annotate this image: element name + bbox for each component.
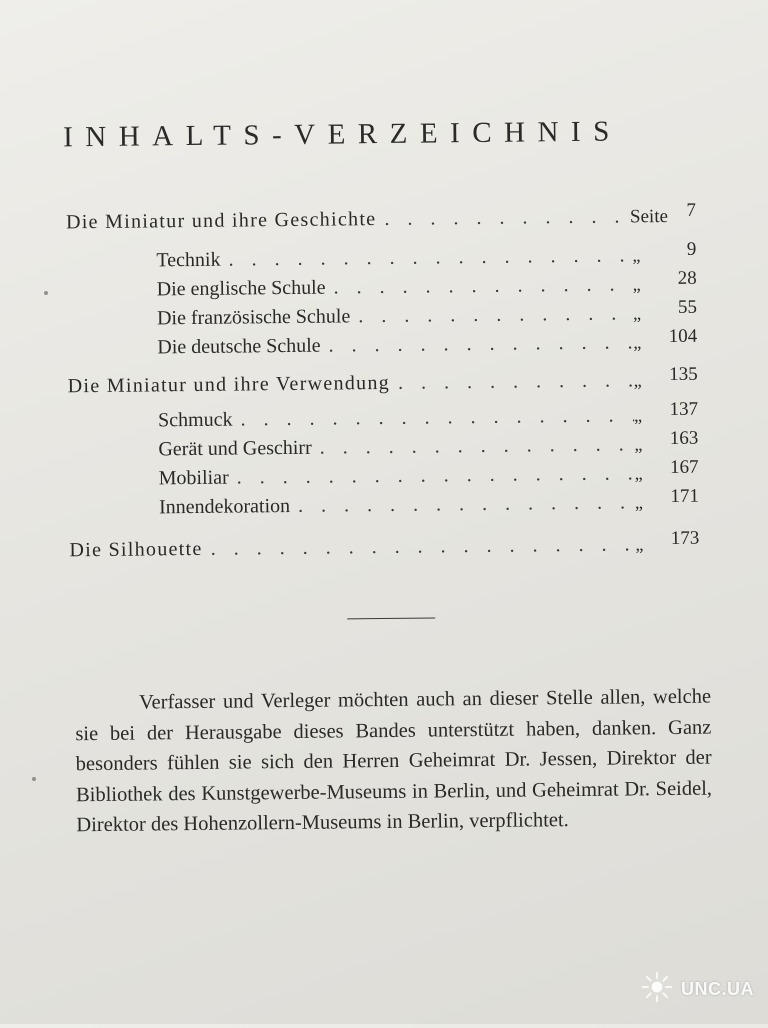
toc-label: Die französische Schule [156, 305, 351, 330]
toc-page-number: 137 [669, 398, 699, 421]
ditto-mark: „ [633, 370, 644, 391]
toc-row [158, 485, 700, 525]
ditto-mark: „ [633, 405, 643, 426]
acknowledgement-paragraph [75, 682, 713, 841]
page-prefix: Seite [629, 206, 669, 228]
dot-leader [232, 404, 634, 431]
toc-label: Gerät und Geschirr [158, 436, 312, 461]
sun-logo-icon [639, 969, 675, 1010]
acknowledgement-text: Verfasser und Verleger möchten auch an dieser Stelle allen, welche sie bei der Herausgabe dieses Bandes unterstützt haben, danken. Ganz besonders fühlen sie sich den Herren Geheimrat Dr. Jessen, Direktor der Bibliothek des Kunstgewerbe-Museums in Berlin, und Geheimrat Dr. Seidel, Direktor des Hohenzollern-Museums in Berlin, verpflichtet. [75, 685, 713, 837]
toc-page-number: 163 [669, 427, 699, 450]
toc-row [67, 363, 698, 404]
toc-row [158, 456, 699, 496]
ditto-mark: „ [635, 534, 645, 555]
dot-leader [312, 433, 635, 459]
ditto-mark: „ [632, 274, 641, 295]
toc-row [158, 427, 699, 467]
watermark-text: UNC.UA [681, 979, 754, 999]
toc-page-number: 104 [668, 325, 698, 348]
dot-leader [220, 244, 632, 271]
toc-page-number: 28 [677, 267, 697, 289]
dot-leader [203, 533, 636, 561]
toc-row [156, 267, 697, 307]
toc-row [65, 199, 697, 240]
dot-leader [290, 491, 635, 518]
toc-page-number: 55 [677, 296, 698, 318]
toc-page-number: 173 [670, 527, 700, 550]
dot-leader [229, 462, 635, 489]
site-watermark [639, 969, 754, 1010]
toc-page-number: 135 [669, 363, 698, 386]
paper-speck [32, 777, 36, 781]
toc-label: Die Miniatur und ihre Verwendung [67, 371, 391, 398]
toc-label: Die englische Schule [156, 276, 326, 301]
ditto-mark: „ [634, 434, 643, 455]
toc-row [157, 398, 699, 438]
dot-leader [376, 205, 630, 231]
toc-label: Schmuck [157, 408, 233, 432]
ditto-mark: „ [632, 303, 642, 324]
section-divider [347, 617, 435, 619]
toc-row [156, 296, 698, 336]
ditto-mark: „ [633, 332, 642, 353]
dot-leader [350, 302, 633, 328]
dot-leader [325, 273, 632, 299]
ditto-mark: „ [634, 463, 643, 484]
dot-leader [320, 331, 633, 357]
toc-row [157, 325, 698, 365]
toc-label: Mobiliar [158, 466, 229, 490]
toc-label: Die deutsche Schule [157, 334, 321, 359]
toc-page-number: 7 [686, 199, 697, 221]
toc-page-number: 171 [670, 485, 700, 508]
ditto-mark: „ [632, 245, 641, 266]
toc-label: Die Miniatur und ihre Geschichte [65, 208, 377, 234]
dot-leader [390, 369, 634, 395]
page-title: INHALTS-VERZEICHNIS [62, 115, 622, 154]
ditto-mark: „ [634, 492, 644, 513]
toc-label: Die Silhouette [69, 537, 203, 562]
toc-label: Technik [156, 248, 221, 272]
toc-label: Innendekoration [158, 494, 291, 519]
toc-page-number: 167 [670, 456, 699, 479]
toc-page-number: 9 [686, 238, 697, 260]
paper-speck [44, 291, 48, 295]
toc-row [69, 527, 700, 568]
